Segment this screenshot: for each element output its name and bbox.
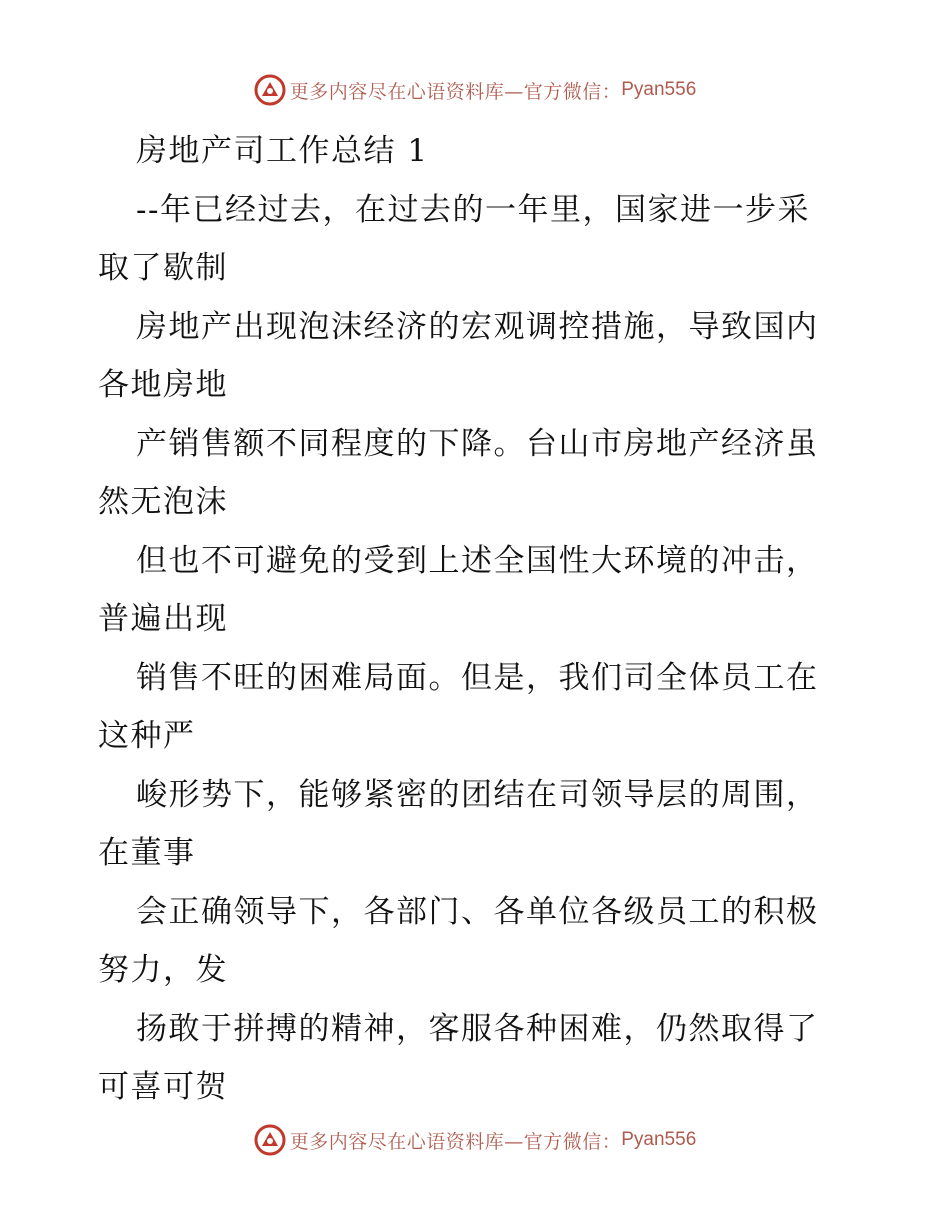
brand-logo-icon [254, 1124, 286, 1156]
text-line: 产销售额不同程度的下降。台山市房地产经济虽 [136, 425, 819, 462]
text-line: 普遍出现 [98, 601, 228, 637]
text-line: 这种严 [98, 718, 196, 754]
text-line: --年已经过去，在过去的一年里，国家进一步采 [136, 191, 810, 228]
text-line: 销售不旺的困难局面。但是，我们司全体员工在 [136, 659, 819, 696]
banner-text: 更多内容尽在心语资料库—官方微信： [289, 1130, 622, 1153]
banner-wechat-id: Pyan556 [621, 1129, 697, 1150]
text-line: 在董事 [98, 835, 196, 871]
header-banner [0, 72, 950, 108]
text-line: 各地房地 [98, 367, 228, 403]
text-line: 会正确领导下，各部门、各单位各级员工的积极 [136, 893, 819, 930]
document-body [98, 122, 858, 1117]
brand-logo-icon [254, 74, 286, 106]
text-line: 取了歇制 [98, 250, 228, 286]
text-line: 房地产出现泡沫经济的宏观调控措施，导致国内 [136, 308, 819, 345]
text-line: 但也不可避免的受到上述全国性大环境的冲击， [136, 542, 819, 579]
footer-banner [0, 1122, 950, 1158]
banner-wechat-id: Pyan556 [621, 79, 697, 100]
text-line: 可喜可贺 [98, 1069, 228, 1105]
document-title: 房地产司工作总结 1 [136, 133, 429, 169]
banner-text: 更多内容尽在心语资料库—官方微信： [289, 80, 622, 103]
text-line: 峻形势下，能够紧密的团结在司领导层的周围， [136, 776, 819, 813]
text-line: 扬敢于拼搏的精神，客服各种困难，仍然取得了 [136, 1010, 819, 1047]
text-line: 然无泡沫 [98, 484, 228, 520]
text-line: 努力，发 [98, 952, 228, 988]
